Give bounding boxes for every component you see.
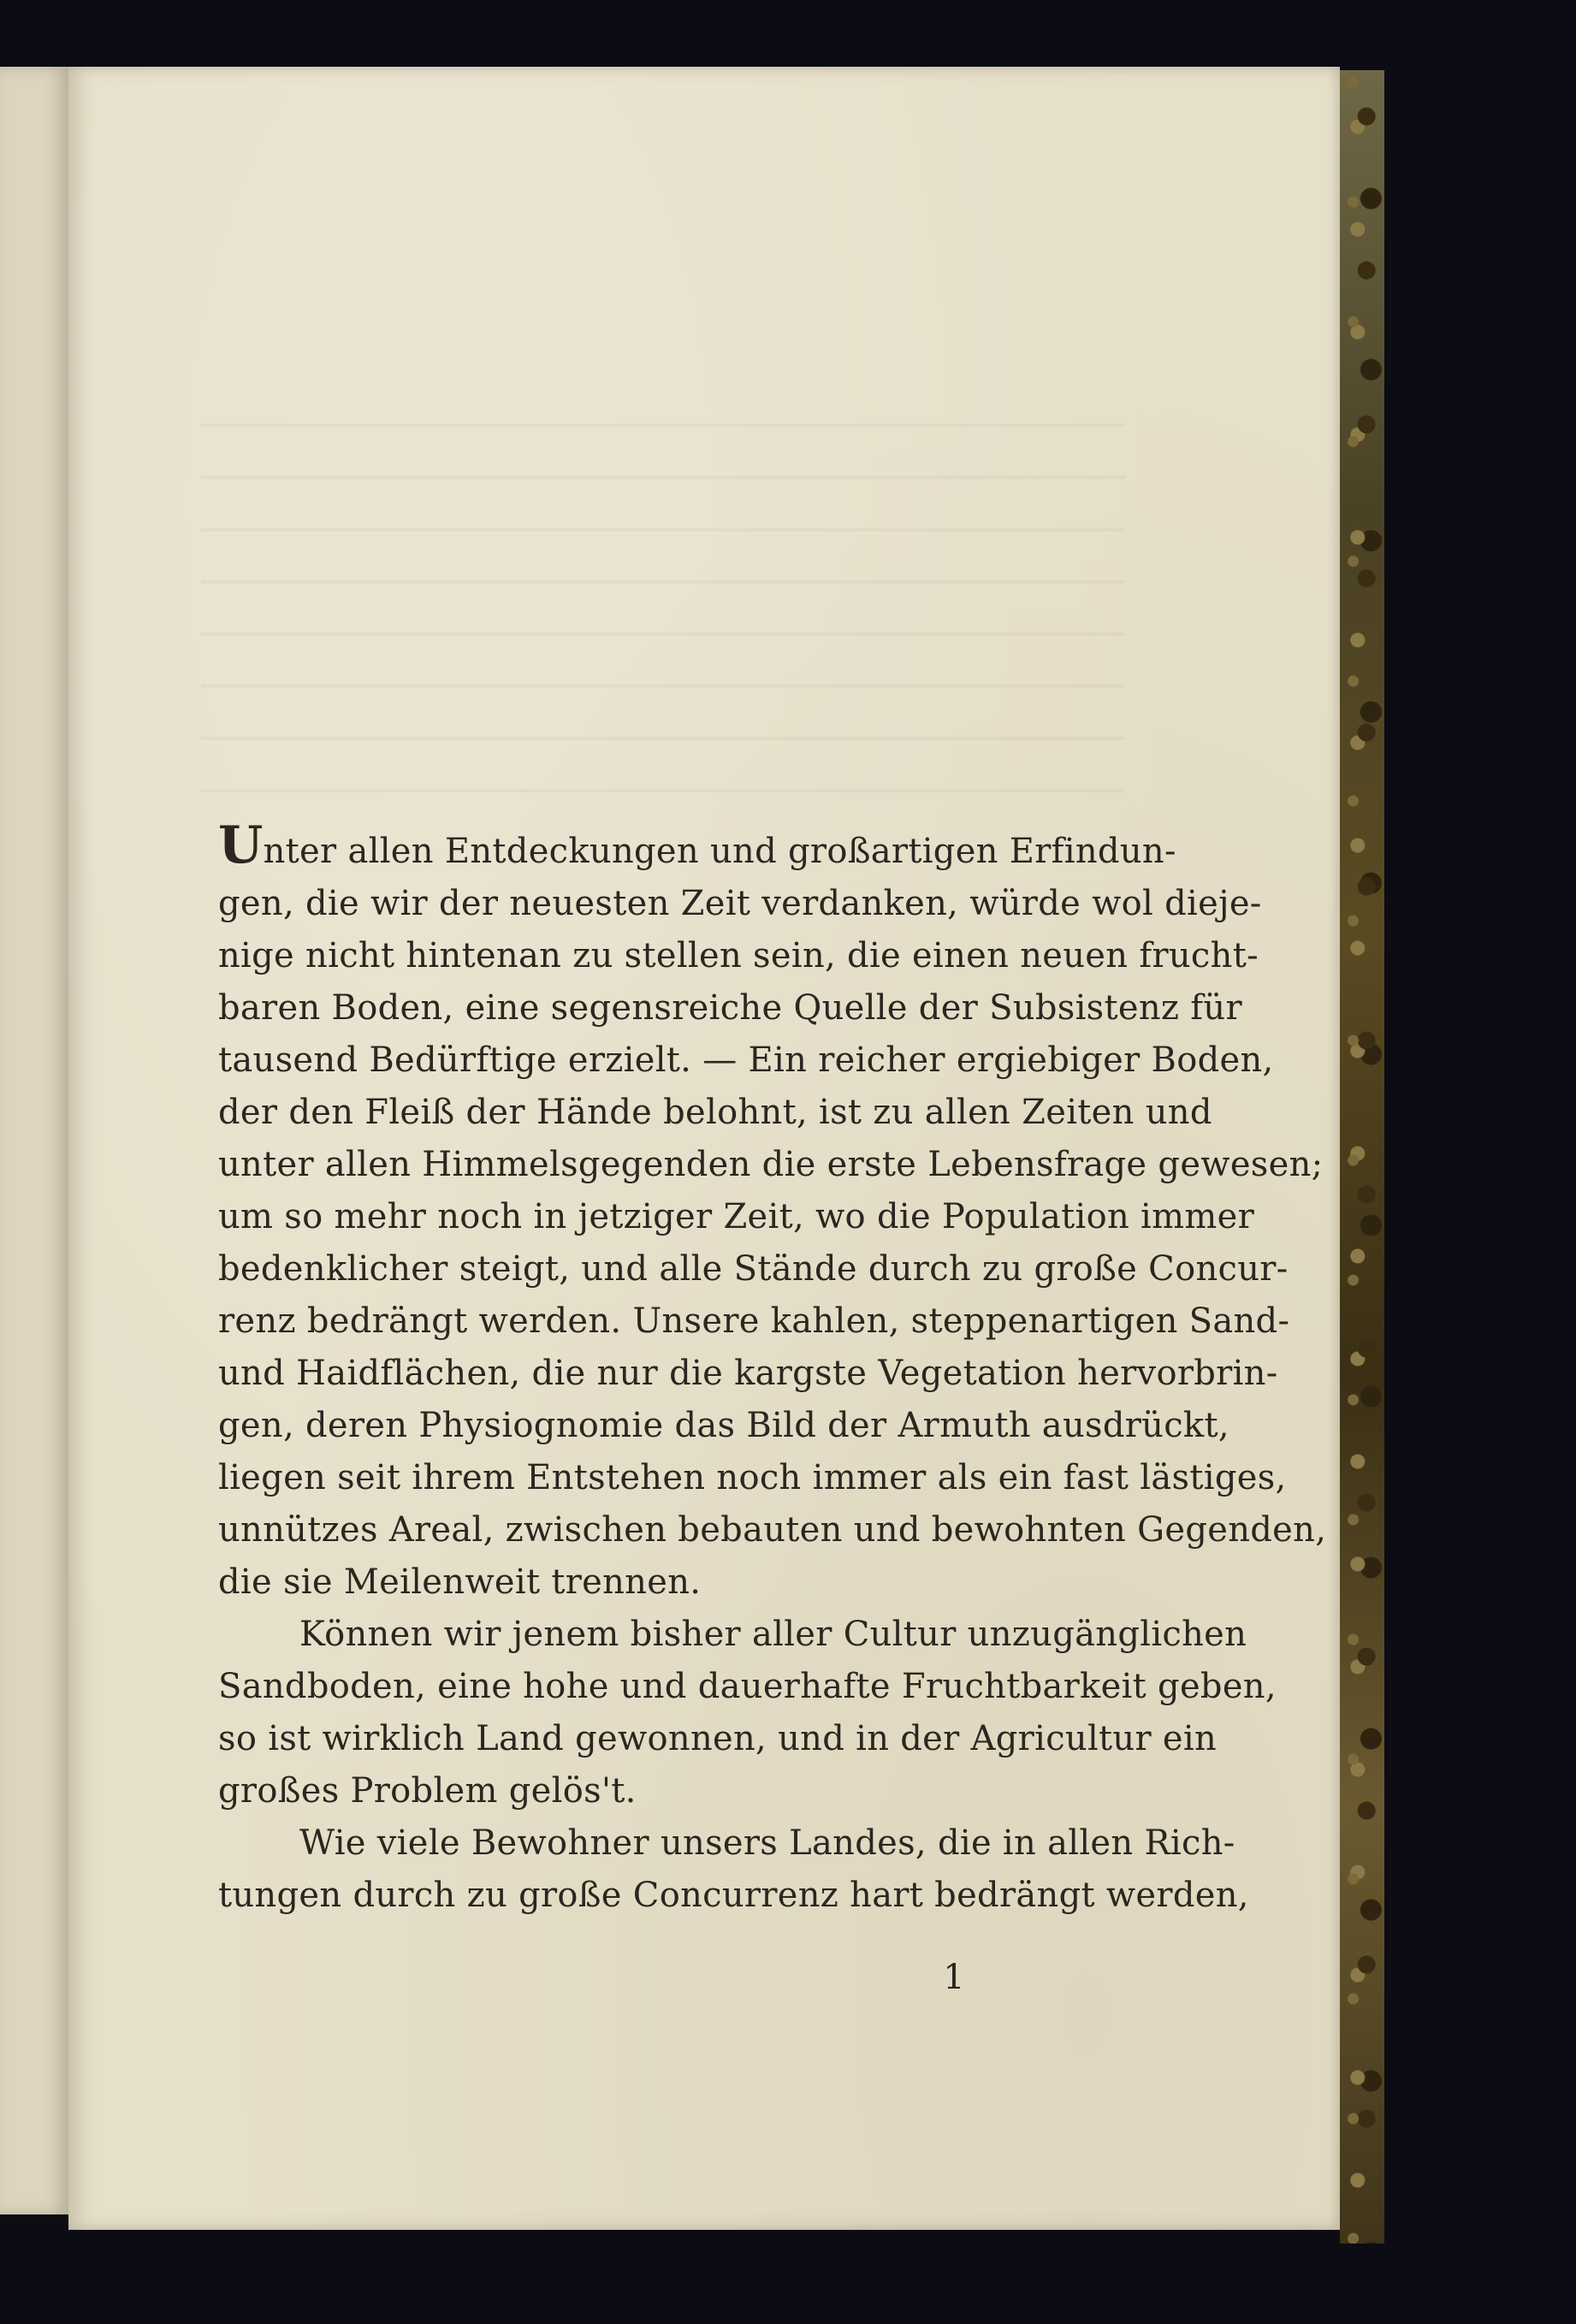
- text-line: renz bedrängt werden. Unsere kahlen, steppenartigen Sand-: [218, 1301, 1290, 1341]
- text-line: die sie Meilenweit trennen.: [218, 1562, 702, 1602]
- marbled-cover-edge: [1340, 70, 1384, 2244]
- text-line: Unter allen Entdeckungen und großartigen Erfindun-: [218, 815, 1176, 875]
- text-line: gen, die wir der neuesten Zeit verdanken, würde wol dieje-: [218, 884, 1262, 923]
- text-line: bedenklicher steigt, und alle Stände durch zu große Concur-: [218, 1249, 1289, 1289]
- page-number: 1: [943, 1958, 965, 1997]
- text-line: gen, deren Physiognomie das Bild der Armuth ausdrückt,: [218, 1406, 1229, 1445]
- drop-cap: U: [218, 815, 264, 875]
- facing-page-edge: [0, 67, 71, 2214]
- text-line: so ist wirklich Land gewonnen, und in der Agricultur ein: [218, 1719, 1218, 1758]
- body-text: [218, 815, 1327, 1922]
- text-line: tungen durch zu große Concurrenz hart bedrängt werden,: [218, 1876, 1249, 1915]
- text-line: liegen seit ihrem Entstehen noch immer als ein fast lästiges,: [218, 1458, 1287, 1497]
- text-line: um so mehr noch in jetziger Zeit, wo die Population immer: [218, 1197, 1254, 1236]
- show-through-text: [201, 389, 1125, 817]
- text-line: unter allen Himmelsgegenden die erste Lebensfrage gewesen;: [218, 1145, 1324, 1184]
- text-line: Können wir jenem bisher aller Cultur unzugänglichen: [299, 1615, 1247, 1654]
- text-line: unnützes Areal, zwischen bebauten und bewohnten Gegenden,: [218, 1510, 1327, 1550]
- text-line: Wie viele Bewohner unsers Landes, die in allen Rich-: [299, 1823, 1235, 1863]
- text-line: und Haidflächen, die nur die kargste Vegetation hervorbrin-: [218, 1354, 1278, 1393]
- text-line: baren Boden, eine segensreiche Quelle der Subsistenz für: [218, 988, 1242, 1028]
- text-line: großes Problem gelös't.: [218, 1771, 637, 1811]
- text-line: nige nicht hintenan zu stellen sein, die einen neuen frucht-: [218, 936, 1259, 975]
- text-line: Sandboden, eine hohe und dauerhafte Fruchtbarkeit geben,: [218, 1667, 1277, 1706]
- text-line: tausend Bedürftige erzielt. — Ein reicher ergiebiger Boden,: [218, 1040, 1274, 1080]
- text-line: der den Fleiß der Hände belohnt, ist zu allen Zeiten und: [218, 1093, 1212, 1132]
